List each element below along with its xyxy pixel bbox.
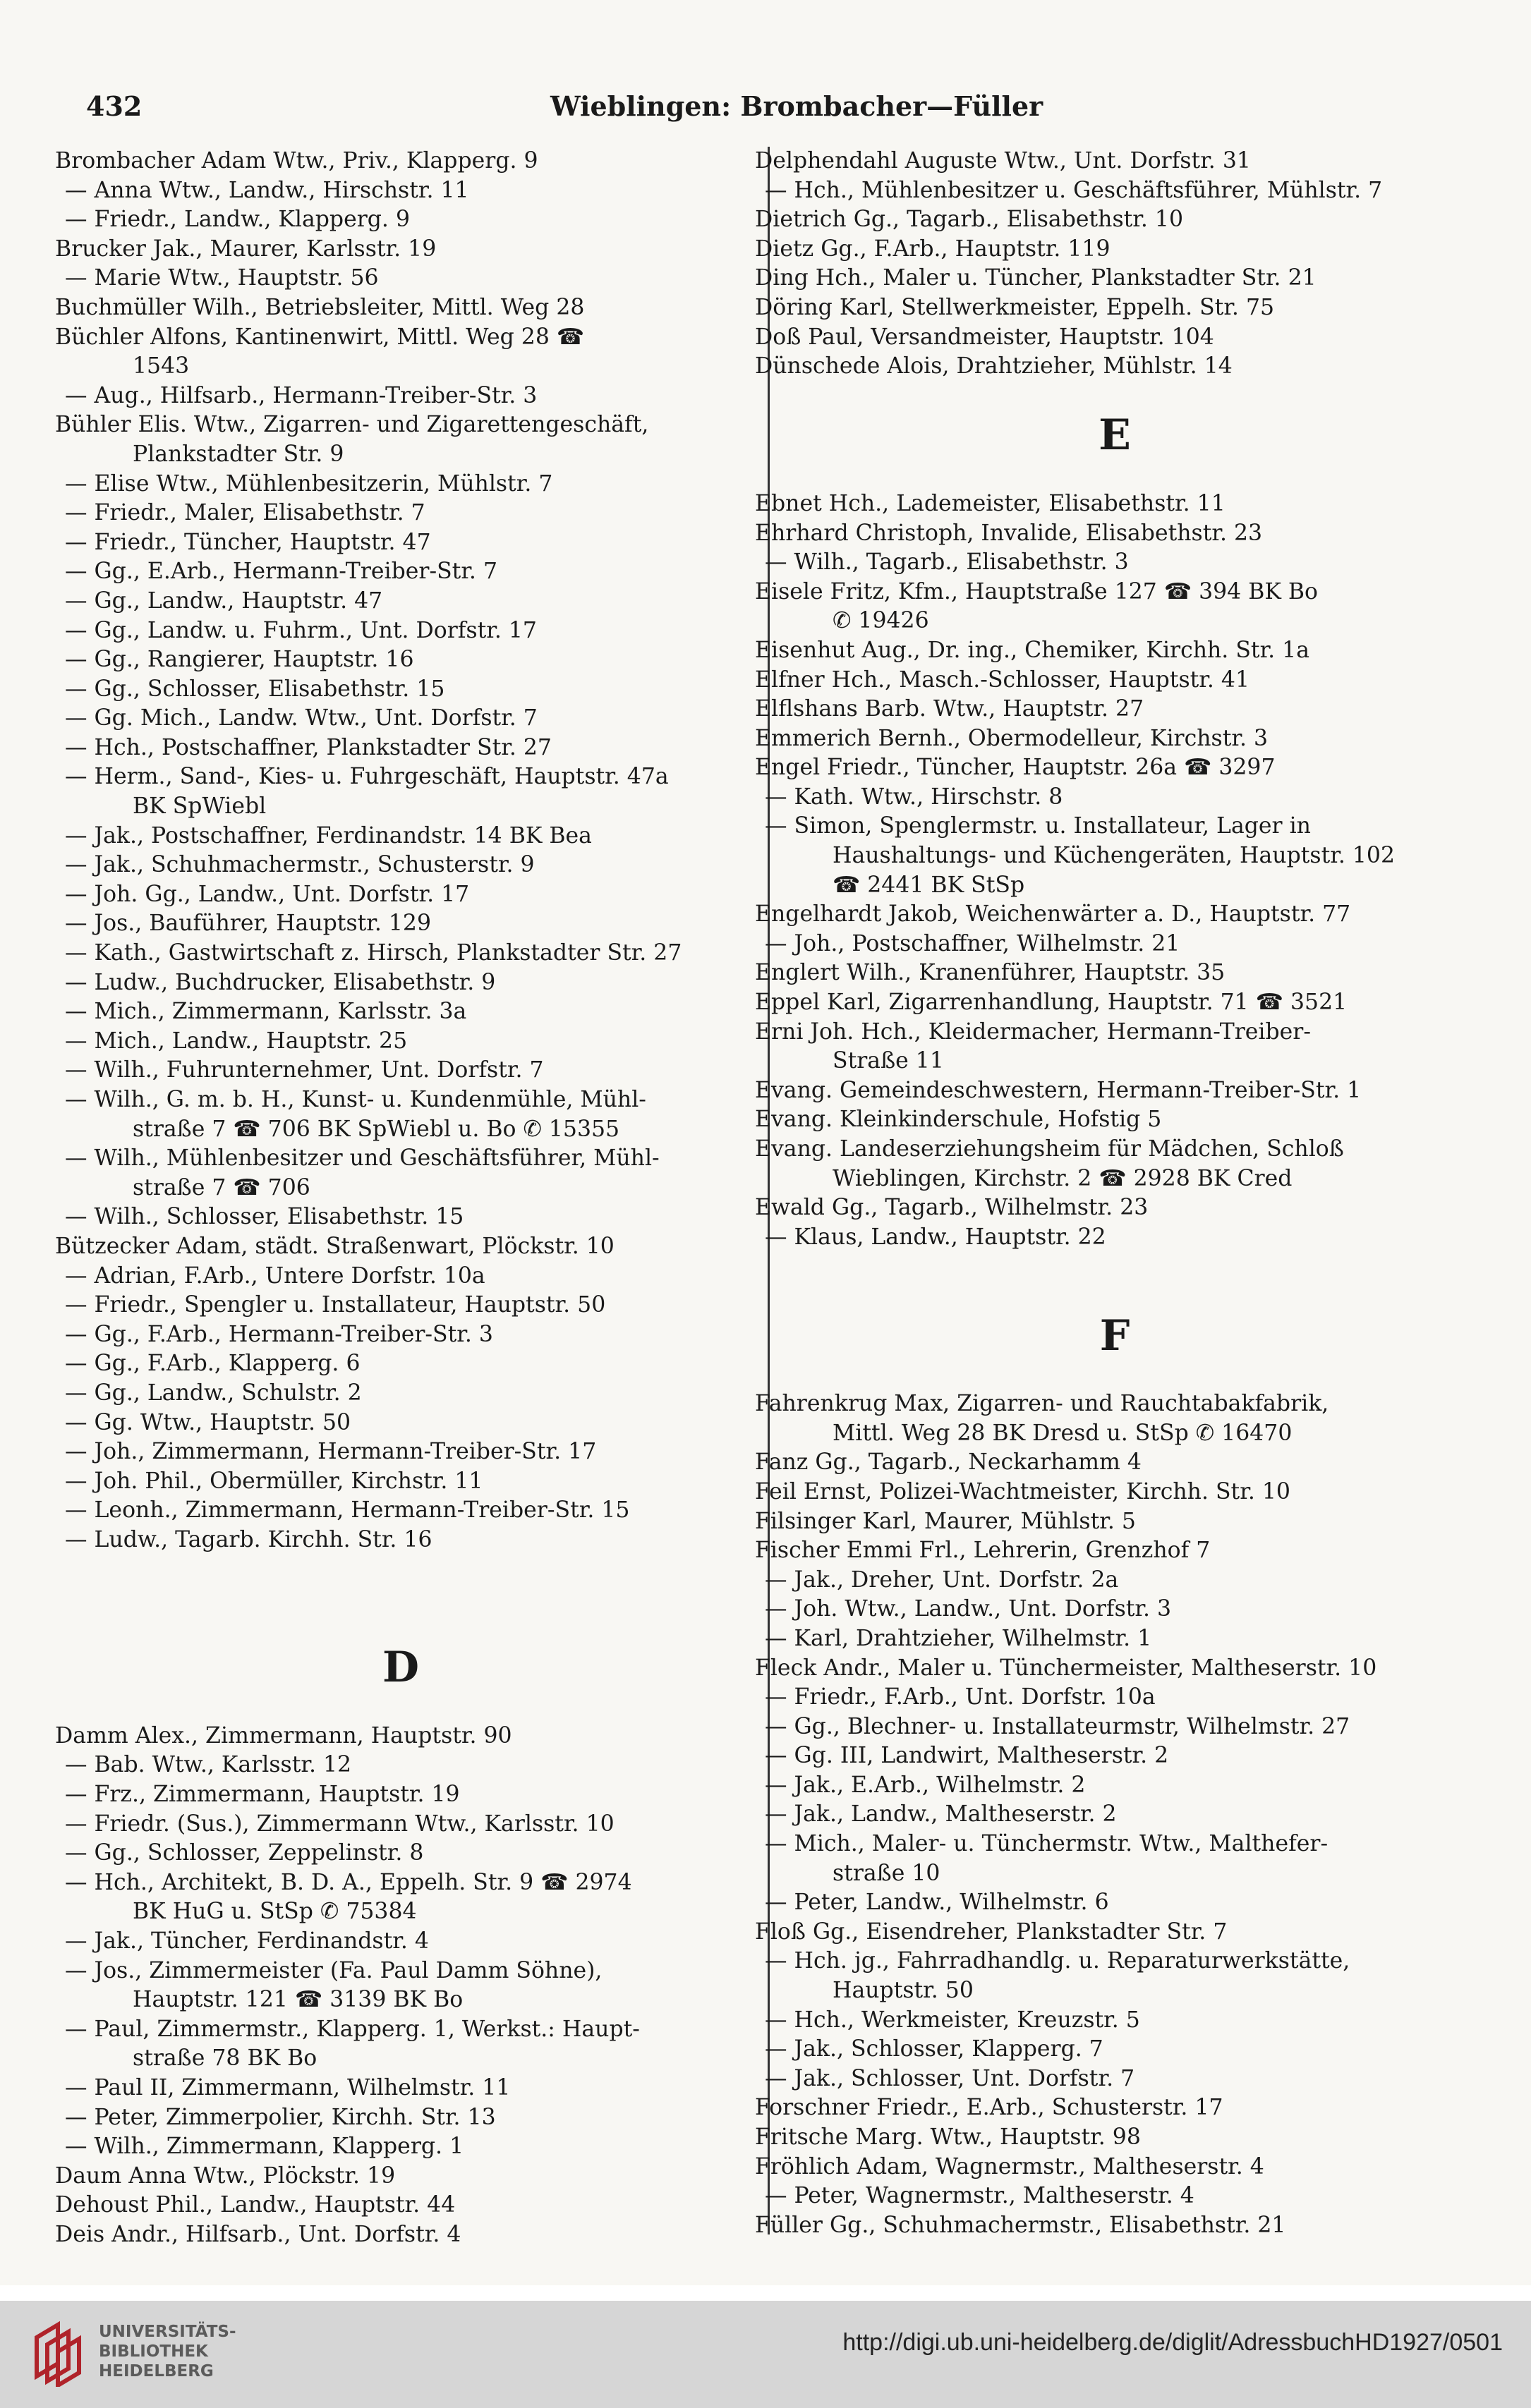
spacer xyxy=(755,460,1475,489)
directory-entry: Dünschede Alois, Drahtzieher, Mühlstr. 14 xyxy=(755,353,1233,379)
directory-entry: — Gg., Schlosser, Zeppelinstr. 8 xyxy=(65,1840,424,1866)
directory-entry: — Joh. Wtw., Landw., Unt. Dorfstr. 3 xyxy=(765,1596,1172,1622)
directory-entry-continuation: Haushaltungs- und Küchengeräten, Hauptstr. 102 xyxy=(833,843,1395,869)
directory-entry: — Wilh., Zimmermann, Klapperg. 1 xyxy=(65,2134,464,2160)
directory-entry: — Hch., Mühlenbesitzer u. Geschäftsführer, Mühlstr. 7 xyxy=(765,177,1383,203)
directory-entry-continuation: ✆ 19426 xyxy=(833,608,929,634)
directory-entry: — Marie Wtw., Hauptstr. 56 xyxy=(65,265,379,291)
directory-entry: Englert Wilh., Kranenführer, Hauptstr. 35 xyxy=(755,960,1226,986)
directory-entry: Daum Anna Wtw., Plöckstr. 19 xyxy=(55,2163,396,2189)
directory-entry: — Hch., Postschaffner, Plankstadter Str. 27 xyxy=(65,734,552,760)
directory-entry-continuation: straße 78 BK Bo xyxy=(133,2045,317,2072)
directory-entry: Elflshans Barb. Wtw., Hauptstr. 27 xyxy=(755,696,1144,722)
directory-entry: — Joh. Gg., Landw., Unt. Dorfstr. 17 xyxy=(65,881,470,907)
directory-entry: — Friedr., Landw., Klapperg. 9 xyxy=(65,207,411,233)
directory-entry: — Wilh., Tagarb., Elisabethstr. 3 xyxy=(765,549,1129,576)
directory-entry: Fahrenkrug Max, Zigarren- und Rauchtabakfabrik, xyxy=(755,1391,1329,1417)
directory-entry: Ebnet Hch., Lademeister, Elisabethstr. 11 xyxy=(755,490,1226,516)
directory-entry: — Friedr. (Sus.), Zimmermann Wtw., Karlsstr. 10 xyxy=(65,1811,615,1837)
directory-entry: Buchmüller Wilh., Betriebsleiter, Mittl. Weg 28 xyxy=(55,294,585,320)
directory-entry: — Adrian, F.Arb., Untere Dorfstr. 10a xyxy=(65,1263,485,1289)
directory-entry: — Wilh., Mühlenbesitzer und Geschäftsführer, Mühl- xyxy=(65,1145,660,1172)
spacer xyxy=(55,1692,746,1722)
directory-entry: Evang. Landeserziehungsheim für Mädchen, Schloß xyxy=(755,1136,1344,1162)
directory-entry: — Aug., Hilfsarb., Hermann-Treiber-Str. 3 xyxy=(65,382,538,408)
directory-entry-continuation: straße 10 xyxy=(833,1860,940,1886)
directory-entry: — Wilh., Fuhrunternehmer, Unt. Dorfstr. 7 xyxy=(65,1057,544,1083)
directory-entry: — Anna Wtw., Landw., Hirschstr. 11 xyxy=(65,177,469,203)
directory-entry: — Jak., Schlosser, Unt. Dorfstr. 7 xyxy=(765,2065,1135,2091)
spacer xyxy=(755,382,1475,411)
directory-entry: — Gg., Schlosser, Elisabethstr. 15 xyxy=(65,676,445,702)
directory-entry: — Leonh., Zimmermann, Hermann-Treiber-Str. 15 xyxy=(65,1497,630,1524)
directory-entry: — Jos., Zimmermeister (Fa. Paul Damm Söhne), xyxy=(65,1957,603,1983)
directory-entry: Brombacher Adam Wtw., Priv., Klapperg. 9 xyxy=(55,148,538,174)
directory-entry: — Karl, Drahtzieher, Wilhelmstr. 1 xyxy=(765,1625,1152,1651)
directory-entry: — Gg., Blechner- u. Installateurmstr, Wilhelmstr. 27 xyxy=(765,1713,1350,1739)
directory-entry-continuation: ☎ 2441 BK StSp xyxy=(833,872,1025,898)
directory-entry: — Paul, Zimmermstr., Klapperg. 1, Werkst.: Haupt- xyxy=(65,2016,640,2042)
page-number: 432 xyxy=(86,90,143,122)
directory-entry: — Jak., E.Arb., Wilhelmstr. 2 xyxy=(765,1772,1086,1798)
directory-entry: Dietrich Gg., Tagarb., Elisabethstr. 10 xyxy=(755,207,1183,233)
directory-entry: — Joh., Postschaffner, Wilhelmstr. 21 xyxy=(765,930,1180,956)
directory-entry: Bühler Elis. Wtw., Zigarren- und Zigarettengeschäft, xyxy=(55,412,649,438)
directory-entry: Doß Paul, Versandmeister, Hauptstr. 104 xyxy=(755,324,1214,350)
directory-entry: Delphendahl Auguste Wtw., Unt. Dorfstr. 31 xyxy=(755,148,1251,174)
directory-entry: Büchler Alfons, Kantinenwirt, Mittl. Weg 28 ☎ xyxy=(55,324,585,350)
directory-entry: Fröhlich Adam, Wagnermstr., Maltheserstr. 4 xyxy=(755,2153,1264,2179)
directory-entry: — Jak., Schlosser, Klapperg. 7 xyxy=(765,2036,1103,2062)
directory-entry: Brucker Jak., Maurer, Karlsstr. 19 xyxy=(55,236,437,262)
directory-entry: — Herm., Sand-, Kies- u. Fuhrgeschäft, Hauptstr. 47a xyxy=(65,764,669,790)
directory-entry: Ding Hch., Maler u. Tüncher, Plankstadter Str. 21 xyxy=(755,265,1317,291)
directory-entry: — Jak., Landw., Maltheserstr. 2 xyxy=(765,1801,1117,1828)
directory-entry-continuation: Hauptstr. 50 xyxy=(833,1978,974,2004)
directory-entry: — Wilh., G. m. b. H., Kunst- u. Kundenmühle, Mühl- xyxy=(65,1087,646,1112)
spacer xyxy=(755,1361,1475,1390)
directory-entry: — Joh., Zimmermann, Hermann-Treiber-Str. 17 xyxy=(65,1439,597,1465)
directory-entry: Floß Gg., Eisendreher, Plankstadter Str. 7 xyxy=(755,1919,1228,1945)
directory-entry: Ehrhard Christoph, Invalide, Elisabethstr. 23 xyxy=(755,520,1263,546)
directory-entry-continuation: BK SpWiebl xyxy=(133,793,267,820)
spacer xyxy=(55,1555,746,1585)
directory-entry: — Ludw., Tagarb. Kirchh. Str. 16 xyxy=(65,1526,432,1552)
directory-entry: — Gg., E.Arb., Hermann-Treiber-Str. 7 xyxy=(65,559,498,585)
directory-entry: — Friedr., Tüncher, Hauptstr. 47 xyxy=(65,529,431,555)
directory-entry: — Jos., Bauführer, Hauptstr. 129 xyxy=(65,911,432,937)
directory-entry: — Bab. Wtw., Karlsstr. 12 xyxy=(65,1752,352,1778)
directory-entry: — Friedr., Maler, Elisabethstr. 7 xyxy=(65,500,425,526)
directory-entry: Erni Joh. Hch., Kleidermacher, Hermann-Treiber- xyxy=(755,1018,1312,1045)
directory-entry: Dehoust Phil., Landw., Hauptstr. 44 xyxy=(55,2192,456,2218)
directory-entry: Bützecker Adam, städt. Straßenwart, Plöckstr. 10 xyxy=(55,1233,615,1259)
directory-entry: — Hch. jg., Fahrradhandlg. u. Reparaturwerkstätte, xyxy=(765,1948,1350,1974)
right-column xyxy=(755,147,1475,2240)
directory-entry-continuation: Hauptstr. 121 ☎ 3139 BK Bo xyxy=(133,1987,464,2013)
directory-entry: — Mich., Maler- u. Tünchermstr. Wtw., Malthefer- xyxy=(765,1831,1329,1857)
directory-entry: Filsinger Karl, Maurer, Mühlstr. 5 xyxy=(755,1508,1136,1534)
directory-entry: — Kath. Wtw., Hirschstr. 8 xyxy=(765,784,1063,810)
spacer xyxy=(55,1614,746,1643)
directory-entry: Engelhardt Jakob, Weichenwärter a. D., Hauptstr. 77 xyxy=(755,901,1351,928)
directory-entry: — Frz., Zimmermann, Hauptstr. 19 xyxy=(65,1782,460,1808)
directory-entry: — Friedr., F.Arb., Unt. Dorfstr. 10a xyxy=(765,1684,1156,1710)
directory-entry: — Gg. III, Landwirt, Maltheserstr. 2 xyxy=(765,1743,1169,1769)
directory-entry: — Gg., F.Arb., Klapperg. 6 xyxy=(65,1351,361,1377)
directory-entry: — Wilh., Schlosser, Elisabethstr. 15 xyxy=(65,1204,464,1230)
directory-entry: — Jak., Schuhmachermstr., Schusterstr. 9 xyxy=(65,852,535,878)
page-title: Wieblingen: Brombacher—Füller xyxy=(550,90,1043,122)
directory-entry: Emmerich Bernh., Obermodelleur, Kirchstr. 3 xyxy=(755,725,1269,751)
directory-entry: — Friedr., Spengler u. Installateur, Hauptstr. 50 xyxy=(65,1292,606,1318)
section-letter-heading: F xyxy=(1099,1311,1130,1361)
directory-entry-continuation: straße 7 ☎ 706 BK SpWiebl u. Bo ✆ 15355 xyxy=(133,1116,620,1142)
directory-entry-continuation: BK HuG u. StSp ✆ 75384 xyxy=(133,1899,417,1925)
directory-entry-continuation: straße 7 ☎ 706 xyxy=(133,1174,310,1200)
university-library-logo[interactable] xyxy=(23,2316,93,2387)
directory-entry: Deis Andr., Hilfsarb., Unt. Dorfstr. 4 xyxy=(55,2221,461,2247)
directory-entry: Dietz Gg., F.Arb., Hauptstr. 119 xyxy=(755,236,1111,262)
directory-entry: — Mich., Landw., Hauptstr. 25 xyxy=(65,1028,408,1054)
directory-entry: — Peter, Wagnermstr., Maltheserstr. 4 xyxy=(765,2183,1194,2209)
library-name-line2: BIBLIOTHEK xyxy=(99,2342,208,2361)
section-letter-heading: D xyxy=(382,1643,420,1693)
directory-entry: Feil Ernst, Polizei-Wachtmeister, Kirchh. Str. 10 xyxy=(755,1478,1290,1504)
spacer xyxy=(55,1584,746,1614)
source-url-link[interactable]: http://digi.ub.uni-heidelberg.de/diglit/AdressbuchHD1927/0501 xyxy=(842,2329,1503,2356)
directory-entry: Fleck Andr., Maler u. Tünchermeister, Maltheserstr. 10 xyxy=(755,1655,1377,1681)
directory-entry: Evang. Kleinkinderschule, Hofstig 5 xyxy=(755,1107,1162,1133)
directory-entry: Fanz Gg., Tagarb., Neckarhamm 4 xyxy=(755,1449,1142,1476)
directory-entry: Döring Karl, Stellwerkmeister, Eppelh. Str. 75 xyxy=(755,294,1275,320)
directory-entry: Evang. Gemeindeschwestern, Hermann-Treiber-Str. 1 xyxy=(755,1077,1362,1103)
directory-entry: Ewald Gg., Tagarb., Wilhelmstr. 23 xyxy=(755,1195,1149,1221)
directory-entry: — Kath., Gastwirtschaft z. Hirsch, Plankstadter Str. 27 xyxy=(65,940,682,966)
directory-entry: Eisele Fritz, Kfm., Hauptstraße 127 ☎ 394 BK Bo xyxy=(755,578,1319,604)
directory-entry-continuation: Mittl. Weg 28 BK Dresd u. StSp ✆ 16470 xyxy=(833,1420,1293,1446)
directory-entry: — Joh. Phil., Obermüller, Kirchstr. 11 xyxy=(65,1468,483,1494)
directory-entry: — Ludw., Buchdrucker, Elisabethstr. 9 xyxy=(65,969,496,995)
spacer xyxy=(755,1282,1475,1311)
directory-entry: — Gg., Landw. u. Fuhrm., Unt. Dorfstr. 17 xyxy=(65,617,537,643)
directory-entry: — Elise Wtw., Mühlenbesitzerin, Mühlstr. 7 xyxy=(65,470,553,497)
directory-entry: Fischer Emmi Frl., Lehrerin, Grenzhof 7 xyxy=(755,1538,1211,1564)
directory-entry: — Paul II, Zimmermann, Wilhelmstr. 11 xyxy=(65,2075,511,2100)
directory-entry: — Hch., Werkmeister, Kreuzstr. 5 xyxy=(765,2007,1140,2033)
directory-entry: Engel Friedr., Tüncher, Hauptstr. 26a ☎ 3297 xyxy=(755,755,1276,781)
spacer xyxy=(755,1252,1475,1282)
library-name-line1: UNIVERSITÄTS- xyxy=(99,2323,236,2341)
directory-entry: Füller Gg., Schuhmachermstr., Elisabethstr. 21 xyxy=(755,2212,1286,2238)
directory-entry: — Simon, Spenglermstr. u. Installateur, Lager in xyxy=(765,813,1311,839)
directory-entry: — Mich., Zimmermann, Karlsstr. 3a xyxy=(65,999,467,1025)
directory-entry: — Jak., Tüncher, Ferdinandstr. 4 xyxy=(65,1928,429,1954)
library-name xyxy=(99,2322,236,2381)
directory-entry: — Gg., Landw., Hauptstr. 47 xyxy=(65,588,383,614)
directory-entry: — Hch., Architekt, B. D. A., Eppelh. Str. 9 ☎ 2974 xyxy=(65,1869,632,1895)
section-letter-heading: E xyxy=(1099,411,1131,461)
directory-entry: — Klaus, Landw., Hauptstr. 22 xyxy=(765,1224,1106,1250)
footer-bar xyxy=(0,2301,1531,2408)
directory-entry-continuation: Plankstadter Str. 9 xyxy=(133,441,344,467)
left-column xyxy=(55,147,746,2250)
directory-entry: — Jak., Dreher, Unt. Dorfstr. 2a xyxy=(765,1567,1119,1593)
directory-entry: — Peter, Zimmerpolier, Kirchh. Str. 13 xyxy=(65,2104,496,2130)
directory-entry: — Gg., Rangierer, Hauptstr. 16 xyxy=(65,647,414,673)
directory-entry: Eppel Karl, Zigarrenhandlung, Hauptstr. 71 ☎ 3521 xyxy=(755,990,1348,1016)
library-name-line3: HEIDELBERG xyxy=(99,2362,214,2380)
directory-entry: — Gg., F.Arb., Hermann-Treiber-Str. 3 xyxy=(65,1321,493,1347)
directory-entry-continuation: 1543 xyxy=(133,353,190,379)
directory-entry-continuation: Wieblingen, Kirchstr. 2 ☎ 2928 BK Cred xyxy=(833,1165,1293,1191)
directory-entry: — Peter, Landw., Wilhelmstr. 6 xyxy=(765,1890,1109,1916)
directory-entry: Fritsche Marg. Wtw., Hauptstr. 98 xyxy=(755,2124,1141,2150)
directory-entry: — Gg. Mich., Landw. Wtw., Unt. Dorfstr. 7 xyxy=(65,705,538,731)
directory-entry: Eisenhut Aug., Dr. ing., Chemiker, Kirchh. Str. 1a xyxy=(755,637,1310,663)
directory-entry: — Gg., Landw., Schulstr. 2 xyxy=(65,1380,362,1406)
directory-entry-continuation: Straße 11 xyxy=(833,1048,944,1074)
directory-entry: Elfner Hch., Masch.-Schlosser, Hauptstr. 41 xyxy=(755,667,1249,693)
directory-entry: Damm Alex., Zimmermann, Hauptstr. 90 xyxy=(55,1722,512,1749)
directory-entry: — Gg. Wtw., Hauptstr. 50 xyxy=(65,1409,351,1435)
directory-entry: Forschner Friedr., E.Arb., Schusterstr. 17 xyxy=(755,2095,1223,2121)
directory-entry: — Jak., Postschaffner, Ferdinandstr. 14 BK Bea xyxy=(65,822,592,849)
